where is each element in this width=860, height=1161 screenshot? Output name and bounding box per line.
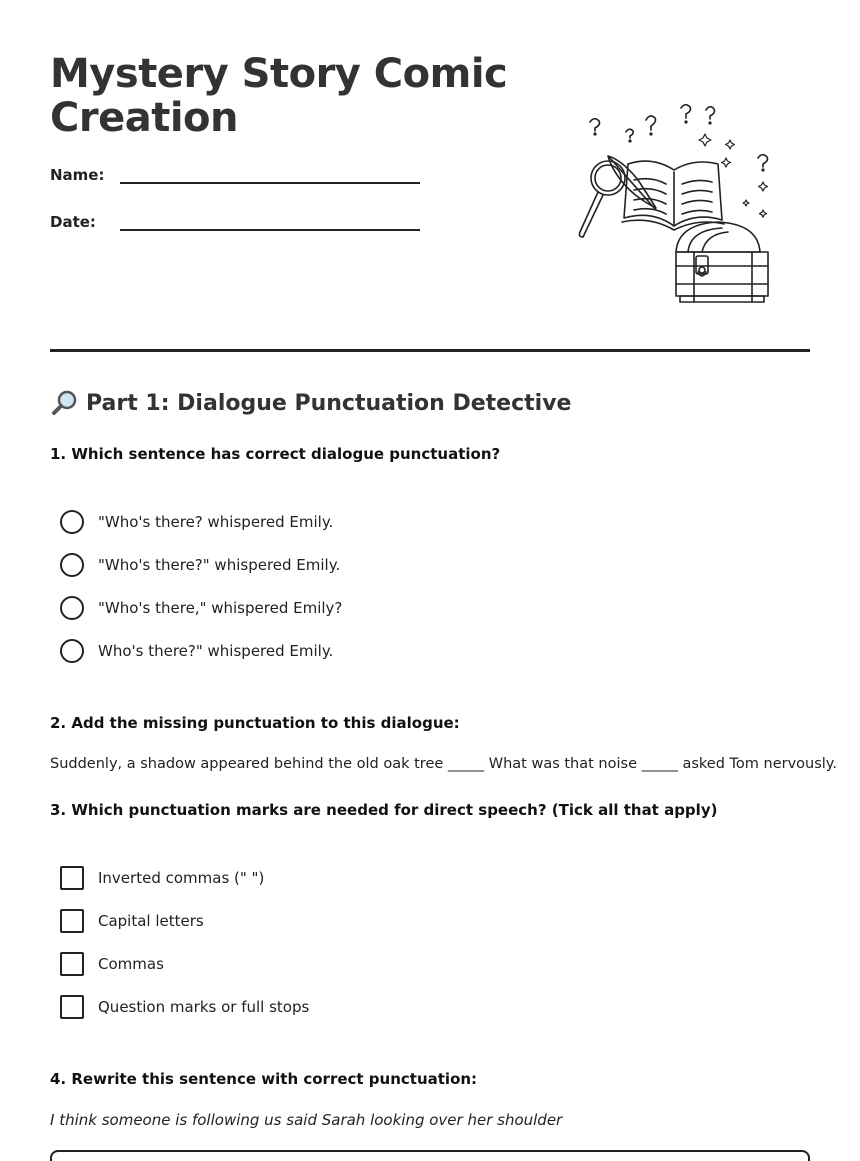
answer-box[interactable] — [50, 1150, 810, 1161]
header-divider — [50, 349, 810, 352]
treasure-chest-icon — [676, 222, 768, 302]
question-1-prompt: 1. Which sentence has correct dialogue punctuation? — [50, 445, 501, 463]
magnifier-icon — [579, 161, 625, 237]
part1-title: Part 1: Dialogue Punctuation Detective — [86, 390, 572, 416]
radio-button[interactable] — [60, 639, 84, 663]
name-label: Name: — [50, 166, 105, 184]
q1-option-2[interactable] — [60, 553, 340, 577]
name-input-line[interactable] — [120, 164, 420, 184]
date-field-row — [50, 211, 420, 231]
question-3-prompt: 3. Which punctuation marks are needed for direct speech? (Tick all that apply) — [50, 801, 718, 819]
mystery-illustration — [570, 100, 780, 310]
question-4-sentence: I think someone is following us said Sarah looking over her shoulder — [50, 1111, 563, 1129]
radio-button[interactable] — [60, 596, 84, 620]
worksheet-title: Mystery Story Comic Creation — [50, 51, 508, 141]
name-field-row — [50, 164, 420, 184]
q1-option-3[interactable] — [60, 596, 342, 620]
magnifying-glass-icon — [50, 388, 80, 418]
sparkle-icon — [699, 134, 768, 217]
q1-option-1[interactable] — [60, 510, 333, 534]
q3-option-4[interactable] — [60, 995, 309, 1019]
option-label: Commas — [98, 955, 164, 973]
option-label: Who's there?" whispered Emily. — [98, 642, 334, 660]
option-label: "Who's there," whispered Emily? — [98, 599, 343, 617]
question-2-prompt: 2. Add the missing punctuation to this dialogue: — [50, 714, 460, 732]
radio-button[interactable] — [60, 553, 84, 577]
quill-icon — [608, 156, 656, 210]
radio-button[interactable] — [60, 510, 84, 534]
question-marks-icon — [590, 105, 768, 171]
option-label: "Who's there? whispered Emily. — [98, 513, 334, 531]
checkbox[interactable] — [60, 995, 84, 1019]
part1-heading — [50, 388, 571, 418]
checkbox[interactable] — [60, 909, 84, 933]
checkbox[interactable] — [60, 952, 84, 976]
date-label: Date: — [50, 213, 96, 231]
q3-option-3[interactable] — [60, 952, 164, 976]
option-label: Inverted commas (" ") — [98, 869, 265, 887]
option-label: Capital letters — [98, 912, 204, 930]
question-2-sentence: Suddenly, a shadow appeared behind the old oak tree _____ What was that noise _____ asked Tom nervously. — [50, 756, 837, 772]
q3-option-2[interactable] — [60, 909, 204, 933]
checkbox[interactable] — [60, 866, 84, 890]
date-input-line[interactable] — [120, 211, 420, 231]
option-label: Question marks or full stops — [98, 998, 310, 1016]
q3-option-1[interactable] — [60, 866, 264, 890]
option-label: "Who's there?" whispered Emily. — [98, 556, 341, 574]
q1-option-4[interactable] — [60, 639, 333, 663]
question-4-prompt: 4. Rewrite this sentence with correct punctuation: — [50, 1070, 478, 1088]
